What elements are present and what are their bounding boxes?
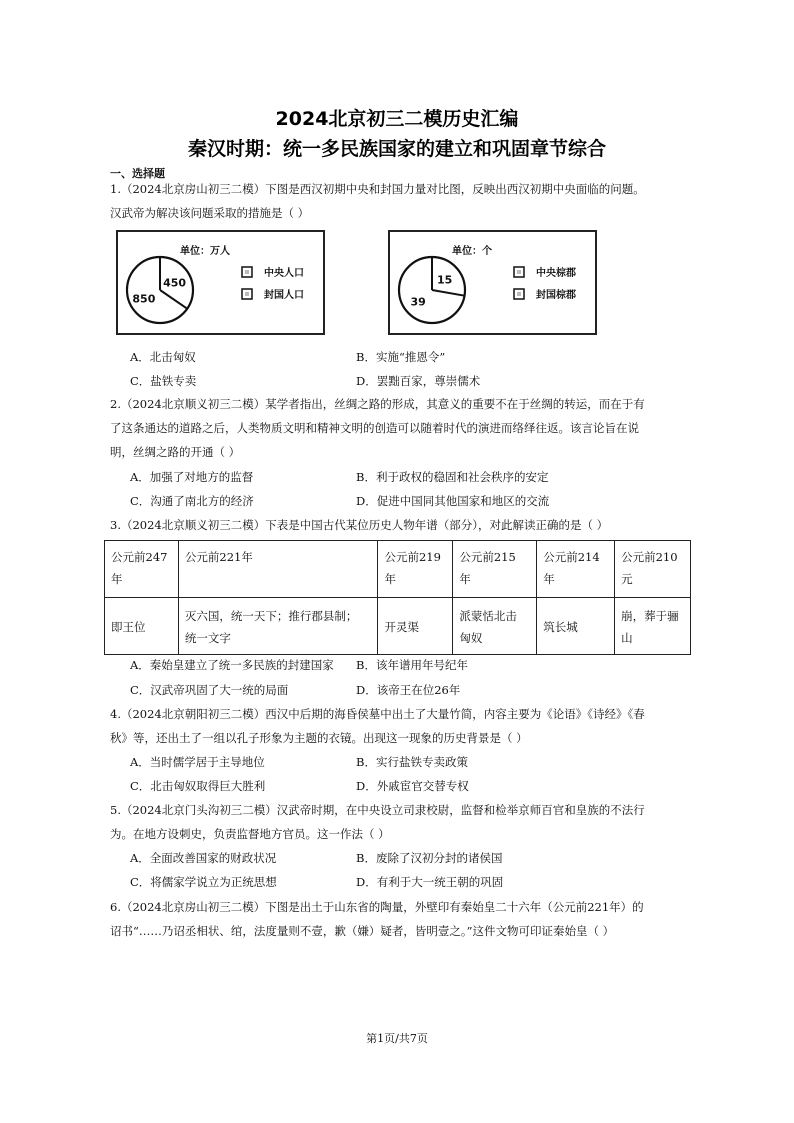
table-cell: 公元前221年	[178, 541, 378, 598]
legend-label: 封国人口	[264, 290, 304, 301]
table-cell: 公元前219 年	[378, 541, 453, 598]
chronology-table	[104, 540, 691, 655]
q2-stem-line1: 2.（2024北京顺义初三二模）某学者指出，丝绸之路的形成，其意义的重要不在于丝绸的转运，而在于有	[110, 397, 645, 411]
q6-stem-line2: 诏书“……乃诏丞相状、绾，法度量则不壹，歉（嫌）疑者，皆明壹之。”这件文物可印证秦始皇（ ）	[110, 924, 615, 938]
table-cell: 灭六国，统一天下；推行郡县制； 统一文字	[178, 598, 378, 655]
q1-option-d[interactable]: D．罢黜百家，尊崇儒术	[356, 374, 481, 388]
pie-slice-label: 450	[163, 276, 187, 290]
q2-stem-line3: 明，丝绸之路的开通（ ）	[110, 445, 241, 459]
q1-stem-line1: 1.（2024北京房山初三二模）下图是西汉初期中央和封国力量对比图，反映出西汉初期中央面临的问题。	[110, 182, 645, 196]
table-row	[105, 598, 691, 655]
pie-chart-population	[116, 230, 325, 335]
q2-option-a[interactable]: A．加强了对地方的监督	[130, 470, 254, 484]
q2-stem-line2: 了这条通达的道路之后，人类物质文明和精神文明的创造可以随着时代的演进而络绎往返。该言论旨在说	[110, 421, 639, 435]
legend-swatch-fill	[517, 292, 521, 296]
table-cell: 崩，葬于骊 山	[615, 598, 691, 655]
q3-option-c[interactable]: C．汉武帝巩固了大一统的局面	[130, 683, 289, 697]
legend-label: 中央人口	[264, 268, 304, 279]
legend-label: 封国棕郡	[536, 290, 576, 301]
q5-option-b[interactable]: B．废除了汉初分封的诸侯国	[356, 851, 503, 865]
pie-chart-commanderies-svg	[390, 232, 594, 332]
q1-option-a[interactable]: A．北击匈奴	[130, 350, 196, 364]
table-cell: 筑长城	[537, 598, 615, 655]
q4-stem-line1: 4.（2024北京朝阳初三二模）西汉中后期的海昏侯墓中出土了大量竹简，内容主要为《论语》《诗经》《春	[110, 707, 645, 721]
page-footer: 第1页/共7页	[366, 1032, 428, 1045]
section-heading: 一、选择题	[110, 167, 165, 180]
q5-option-d[interactable]: D．有利于大一统王朝的巩固	[356, 875, 504, 889]
document-title: 2024北京初三二模历史汇编	[275, 108, 519, 130]
q4-option-b[interactable]: B．实行盐铁专卖政策	[356, 755, 468, 769]
q3-stem-line1: 3.（2024北京顺义初三二模）下表是中国古代某位历史人物年谱（部分），对此解读正确的是（ ）	[110, 518, 609, 532]
legend-swatch-fill	[517, 270, 521, 274]
table-cell: 即王位	[105, 598, 179, 655]
q4-option-d[interactable]: D．外戚宦官交替专权	[356, 779, 469, 793]
pie-slice-label: 39	[410, 295, 426, 309]
q3-option-b[interactable]: B．该年谱用年号纪年	[356, 658, 468, 672]
q1-option-c[interactable]: C．盐铁专卖	[130, 374, 197, 388]
pie-chart-commanderies	[388, 230, 597, 335]
table-cell: 派蒙恬北击 匈奴	[453, 598, 537, 655]
q4-option-c[interactable]: C．北击匈奴取得巨大胜利	[130, 779, 266, 793]
legend-swatch-fill	[245, 270, 249, 274]
q5-option-c[interactable]: C．将儒家学说立为正统思想	[130, 875, 277, 889]
q1-stem-line2: 汉武帝为解决该问题采取的措施是（ ）	[110, 206, 310, 220]
q2-option-c[interactable]: C．沟通了南北方的经济	[130, 494, 254, 508]
q1-option-b[interactable]: B．实施“推恩令”	[356, 350, 446, 364]
table-cell: 开灵渠	[378, 598, 453, 655]
table-cell: 公元前214 年	[537, 541, 615, 598]
pie-chart-population-svg	[118, 232, 322, 332]
legend-label: 中央棕郡	[536, 268, 576, 279]
q4-option-a[interactable]: A．当时儒学居于主导地位	[130, 755, 265, 769]
q5-stem-line1: 5.（2024北京门头沟初三二模）汉武帝时期，在中央设立司隶校尉，监督和检举京师百官和皇族的不法行	[110, 803, 645, 817]
pie-slice-label: 850	[132, 292, 156, 306]
q2-option-b[interactable]: B．利于政权的稳固和社会秩序的安定	[356, 470, 549, 484]
chart-unit-label: 单位：个	[452, 246, 492, 257]
table-header-row	[105, 541, 691, 598]
pie-slice-label: 15	[436, 273, 453, 287]
legend-swatch-fill	[245, 292, 249, 296]
q5-option-a[interactable]: A．全面改善国家的财政状况	[130, 851, 277, 865]
q3-option-d[interactable]: D．该帝王在位26年	[356, 683, 461, 697]
table-cell: 公元前210 元	[615, 541, 691, 598]
document-subtitle: 秦汉时期：统一多民族国家的建立和巩固章节综合	[187, 138, 606, 160]
table-cell: 公元前247 年	[105, 541, 179, 598]
q6-stem-line1: 6.（2024北京房山初三二模）下图是出土于山东省的陶量，外壁印有秦始皇二十六年（公元前221年）的	[110, 900, 644, 914]
table-cell: 公元前215 年	[453, 541, 537, 598]
chart-unit-label: 单位：万人	[180, 246, 230, 257]
q3-option-a[interactable]: A．秦始皇建立了统一多民族的封建国家	[130, 658, 334, 672]
q2-option-d[interactable]: D．促进中国同其他国家和地区的交流	[356, 494, 550, 508]
q5-stem-line2: 为。在地方设刺史，负责监督地方官员。这一作法（ ）	[110, 827, 390, 841]
q4-stem-line2: 秋》等，还出土了一组以孔子形象为主题的衣镜。出现这一现象的历史背景是（ ）	[110, 731, 528, 745]
